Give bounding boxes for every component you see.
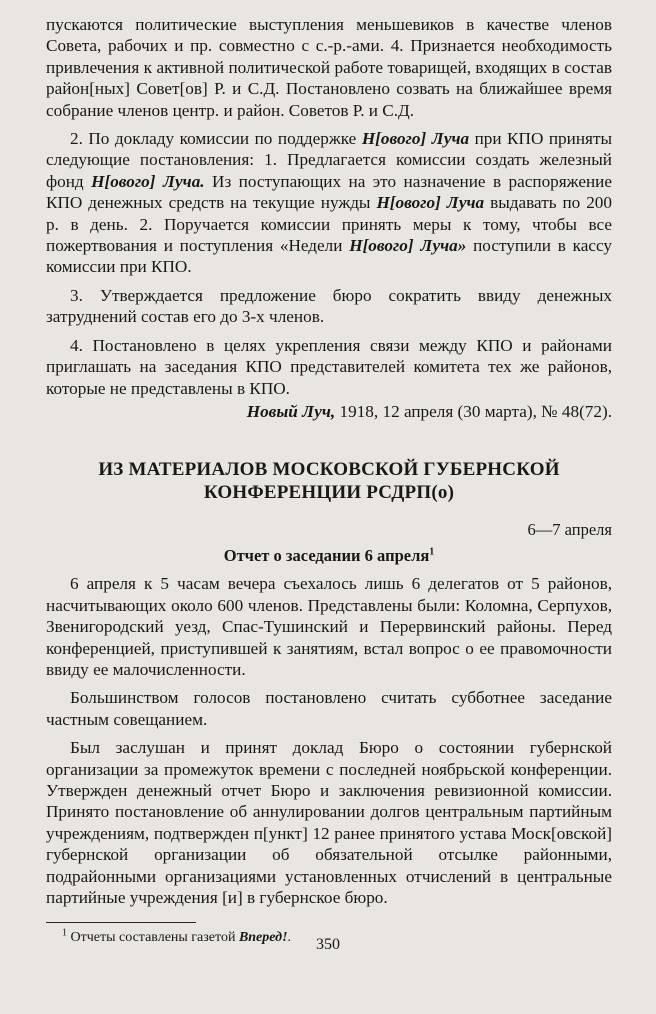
text-run: 2. По докладу комиссии по поддержке <box>70 129 362 149</box>
paragraph-continuation: пускаются политические выступления меньшевиков в качестве членов Совета, рабочих и пр. совместно с с.-р.-ами. 4. Признается необходимость привлечения к активной политической работе товарищей, входящих в состав район[ных] Совет[ов] Р. и С.Д. Постановлено созвать на ближайшее время собрание членов центр. и район. Советов Р. и С.Д. <box>46 15 612 120</box>
text-run: поступили в кассу комиссии при КПО. <box>46 236 612 277</box>
report-title <box>46 546 612 566</box>
text-run: Из поступающих на это назначение в распоряжение КПО денежных средств на текущие нужды <box>46 171 612 213</box>
section-heading-line-2: КОНФЕРЕНЦИИ РСДРП(о) <box>203 482 455 504</box>
source-citation <box>46 401 612 422</box>
newspaper-title: Н[ового] Луча. <box>91 171 205 191</box>
report-paragraph-3: Был заслушан и принят доклад Бюро о состоянии губернской организации за промежуток времени с последней ноябрьской конференции. Утвержден денежный отчет Бюро и заключения ревизионной комиссии. Принято постановление об аннулировании долгов центральным партийным учреждениям, подтвержден п[ункт] 12 ранее принятого устава Моск[овской] губернской организации об обязательной отсылке районными, подрайонными организациями установленных отчислений в центральные партийные учреждения [и] в губернское бюро. <box>46 738 612 907</box>
newspaper-title: Н[ового] Луча» <box>349 236 467 256</box>
report-paragraph-2: Большинством голосов постановлено считать субботнее заседание частным совещанием. <box>46 688 612 729</box>
source-newspaper: Новый Луч, <box>246 401 336 421</box>
section-heading-line-1: ИЗ МАТЕРИАЛОВ МОСКОВСКОЙ ГУБЕРНСКОЙ <box>98 459 560 481</box>
text-run: при КПО приняты следующие постановления: 1. Предлагается комиссии создать железный фонд <box>46 129 612 191</box>
report-paragraph-1: 6 апреля к 5 часам вечера съехалось лишь 6 делегатов от 5 районов, насчитывающих около 600 членов. Представлены были: Коломна, Серпухов, Звенигородский уезд, Спас-Тушинский и Перервинский районы. Перед конференцией, приступившей к занятиям, встал вопрос о ее правомочности ввиду ее малочисленности. <box>46 574 612 679</box>
footnote-divider <box>46 922 196 923</box>
source-details: 1918, 12 апреля (30 марта), № 48(72). <box>335 401 612 421</box>
paragraph-item-2 <box>46 128 612 278</box>
footnote-text: Отчеты составлены газетой <box>67 930 239 946</box>
page-number: 350 <box>316 936 340 953</box>
footnote-reference[interactable]: 1 <box>429 546 435 558</box>
newspaper-title: Н[ового] Луча <box>376 193 485 213</box>
conference-dates: 6—7 апреля <box>527 520 612 540</box>
footnote-end: . <box>287 930 292 946</box>
text-run: выдавать по 200 р. в день. 2. Поручается комиссии принять меры к тому, чтобы все пожертвования и поступления «Недели <box>46 193 612 256</box>
footnote-mark: 1 <box>62 927 67 939</box>
newspaper-title: Н[ового] Луча <box>361 129 470 149</box>
report-title-text: Отчет о заседании 6 апреля <box>223 546 430 566</box>
paragraph-item-4: 4. Постановлено в целях укрепления связи между КПО и районами приглашать на заседания КПО представителей комитета тех же районов, которые не представлены в КПО. <box>46 335 612 398</box>
footnote-newspaper: Вперед! <box>238 930 288 946</box>
section-heading <box>46 458 612 504</box>
paragraph-item-3: 3. Утверждается предложение бюро сократить ввиду денежных затруднений состав его до 3-х членов. <box>46 285 612 327</box>
